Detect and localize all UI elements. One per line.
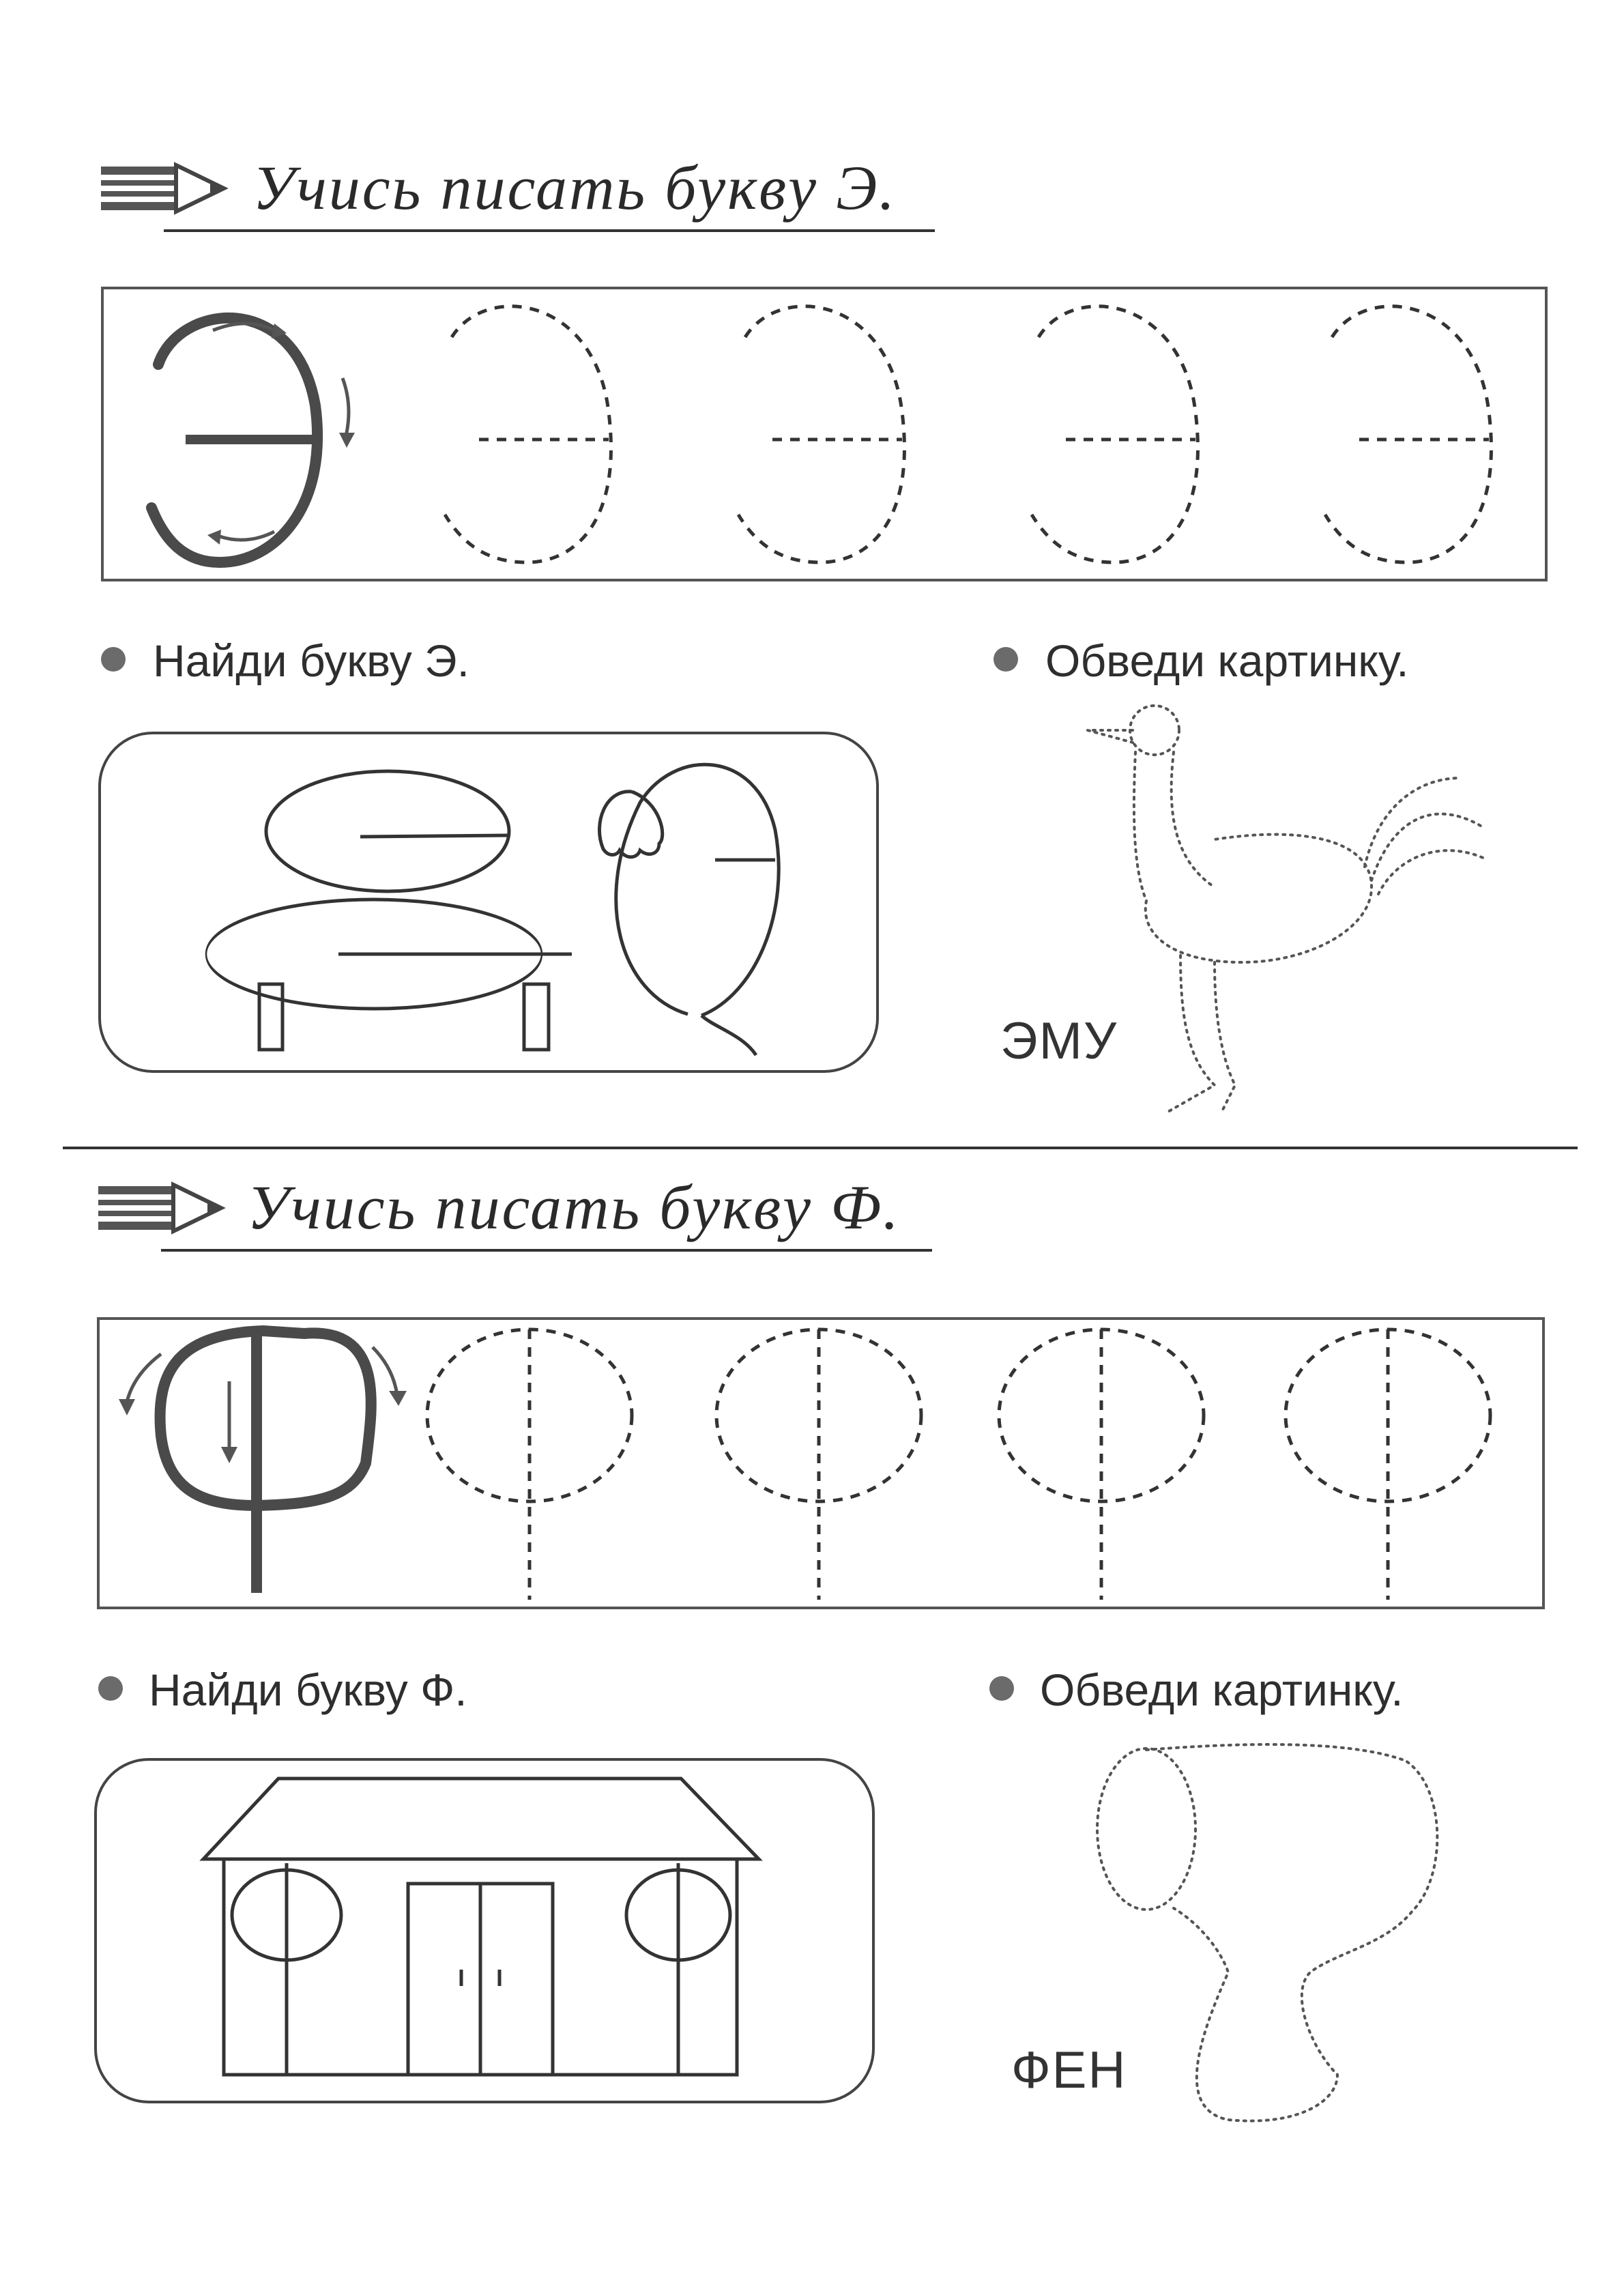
letter-f-dashed bbox=[716, 1329, 921, 1600]
bullet-dot-icon bbox=[994, 647, 1018, 672]
bullet-dot-icon bbox=[101, 647, 126, 672]
letter-f-tracing-strip bbox=[97, 1317, 1545, 1609]
letter-e-tracing-strip bbox=[101, 287, 1548, 581]
trace-picture-label: Обведи картинку. bbox=[1040, 1665, 1404, 1715]
find-letter-f-label: Найди букву Ф. bbox=[149, 1665, 467, 1715]
letter-e-sample bbox=[151, 318, 355, 562]
letter-f-dashed bbox=[1286, 1329, 1490, 1600]
section-divider bbox=[63, 1147, 1578, 1149]
find-letter-f-picture bbox=[94, 1758, 875, 2103]
pencil-icon bbox=[101, 161, 231, 216]
pencil-icon bbox=[98, 1181, 228, 1235]
heading-underline bbox=[161, 1249, 932, 1252]
bullet-dot-icon bbox=[989, 1676, 1014, 1701]
letter-e-dashed bbox=[445, 306, 611, 562]
house-drawing bbox=[97, 1761, 872, 2101]
letter-f-dashed bbox=[427, 1329, 632, 1600]
heading-underline bbox=[164, 229, 935, 232]
bullet-dot-icon bbox=[98, 1676, 123, 1701]
letter-e-dashed bbox=[1032, 306, 1198, 562]
find-letter-e-picture bbox=[98, 732, 879, 1073]
letter-f-dashed bbox=[999, 1329, 1204, 1600]
letter-e-dashed bbox=[1325, 306, 1491, 562]
section-e-heading: Учись писать букву Э. bbox=[252, 153, 897, 222]
letter-e-dashed bbox=[738, 306, 904, 562]
fen-word: ФЕН bbox=[1011, 2041, 1127, 2099]
emu-word: ЭМУ bbox=[1000, 1012, 1118, 1070]
letter-f-tracing-svg bbox=[100, 1320, 1542, 1607]
section-f-heading: Учись писать букву Ф. bbox=[247, 1172, 901, 1242]
letter-f-sample bbox=[119, 1331, 407, 1593]
bench-and-balloon-drawing bbox=[101, 734, 876, 1070]
emu-dotted-picture bbox=[1078, 703, 1515, 1126]
letter-e-tracing-svg bbox=[104, 289, 1545, 579]
trace-picture-label: Обведи картинку. bbox=[1045, 635, 1409, 686]
find-letter-e-label: Найди букву Э. bbox=[153, 635, 469, 686]
